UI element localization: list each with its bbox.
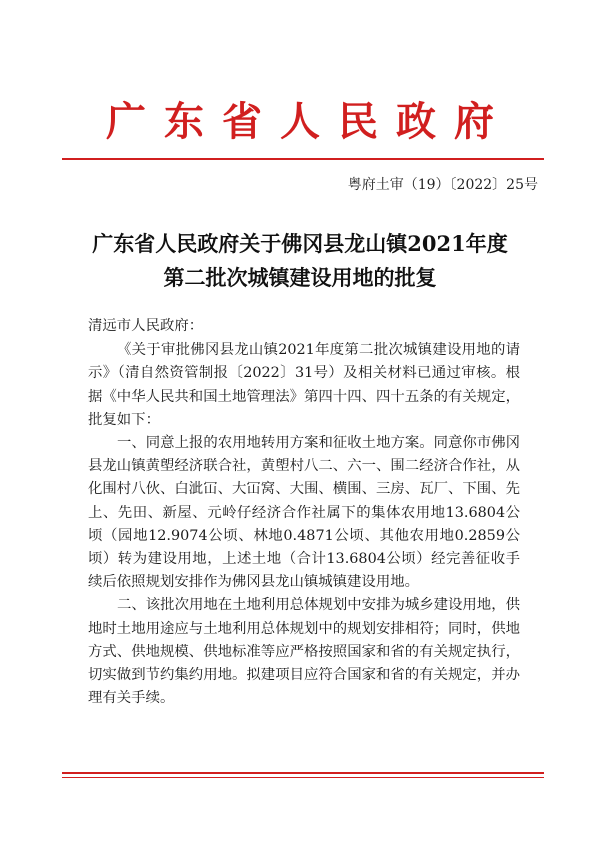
footer-rule-top [62, 772, 544, 774]
document-body [88, 315, 520, 710]
document-number: 粤府土审（19）〔2022〕25号 [347, 177, 538, 193]
title-line-1: 广东省人民政府关于佛冈县龙山镇2021年度 [92, 231, 508, 256]
body-paragraph-1: 《关于审批佛冈县龙山镇2021年度第二批次城镇建设用地的请示》（清自然资管制报〔2022〕31号）及相关材料已通过审核。根据《中华人民共和国土地管理法》第四十四、四十五条的有关规定，批复如下： [88, 342, 520, 428]
salutation: 清远市人民政府： [88, 318, 204, 334]
title-line-2: 第二批次城镇建设用地的批复 [163, 265, 437, 290]
body-paragraph-3: 二、该批次用地在土地利用总体规划中安排为城乡建设用地，供地时土地用途应与土地利用总体规划中的规划安排相符；同时，供地方式、供地规模、供地标准等应严格按照国家和省的有关规定执行，切实做到节约集约用地。拟建项目应符合国家和省的有关规定，并办理有关手续。 [88, 597, 520, 707]
footer-rule-bottom [62, 777, 544, 778]
masthead-title: 广东省人民政府 [106, 98, 512, 145]
masthead-red-rule [62, 158, 544, 160]
body-paragraph-2: 一、同意上报的农用地转用方案和征收土地方案。同意你市佛冈县龙山镇黄塱经济联合社，黄塱村八二、六一、围二经济合作社，从化围村八伙、白泚冚、大冚窝、大围、横围、三房、瓦厂、下围、先上、先田、新屋、元岭仔经济合作社属下的集体农用地13.6804公顷（园地12.9074公顷、林地0.4871公顷、其他农用地0.2859公顷）转为建设用地，上述土地（合计13.6804公顷）经完善征收手续后依照规划安排作为佛冈县龙山镇城镇建设用地。 [88, 435, 520, 591]
